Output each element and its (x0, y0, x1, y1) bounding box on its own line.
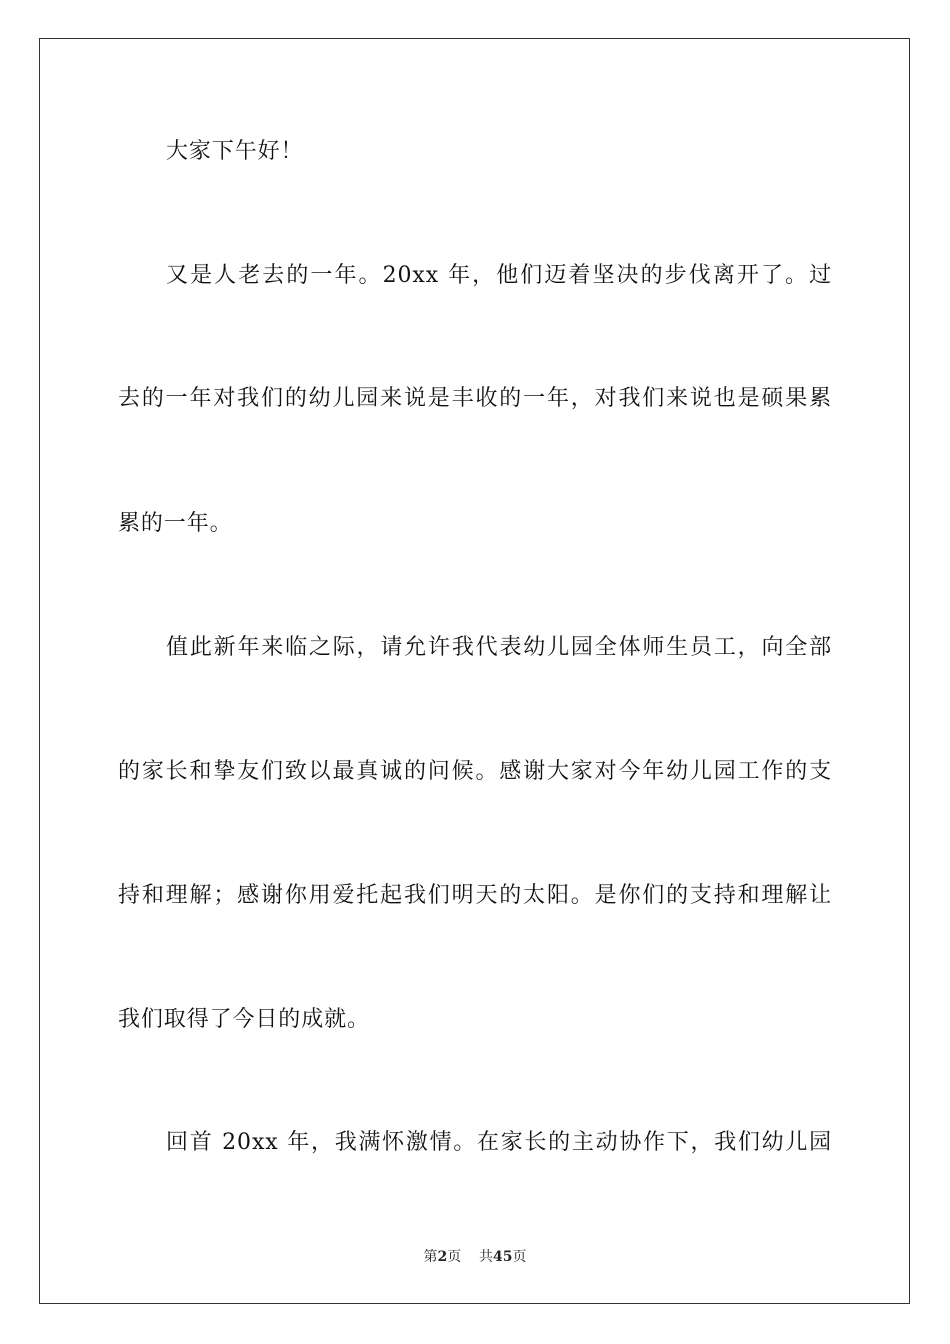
paragraph-2-line-2: 的家长和挚友们致以最真诚的问候。感谢大家对今年幼儿园工作的支 (118, 759, 832, 784)
page-prefix: 第 (423, 1249, 438, 1265)
paragraph-1-line-1: 又是人老去的一年。20xx 年，他们迈着坚决的步伐离开了。过 (166, 263, 832, 288)
paragraph-2-line-1: 值此新年来临之际，请允许我代表幼儿园全体师生员工，向全部 (166, 635, 832, 660)
page-footer (0, 1248, 950, 1266)
paragraph-1-line-3: 累的一年。 (118, 511, 233, 536)
paragraph-3-line-1: 回首 20xx 年，我满怀激情。在家长的主动协作下，我们幼儿园 (166, 1130, 832, 1155)
page-border (39, 38, 910, 1304)
total-suffix: 页 (512, 1249, 527, 1265)
page-suffix: 页 (447, 1249, 462, 1265)
total-prefix: 共 (479, 1249, 494, 1265)
greeting-line: 大家下午好！ (166, 139, 304, 164)
total-pages: 45 (493, 1249, 513, 1265)
page-number: 2 (437, 1249, 448, 1265)
paragraph-2-line-3: 持和理解；感谢你用爱托起我们明天的太阳。是你们的支持和理解让 (118, 883, 832, 908)
paragraph-2-line-4: 我们取得了今日的成就。 (118, 1007, 370, 1032)
paragraph-1-line-2: 去的一年对我们的幼儿园来说是丰收的一年，对我们来说也是硕果累 (118, 386, 832, 411)
